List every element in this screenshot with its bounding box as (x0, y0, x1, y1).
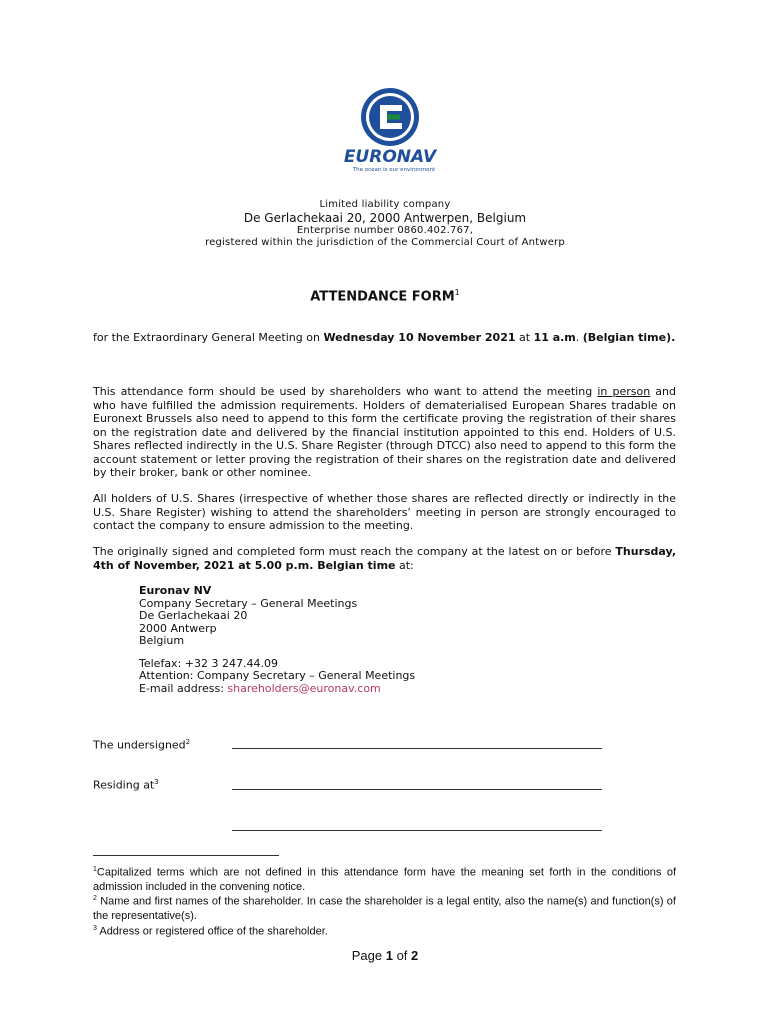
footnote-1 (93, 863, 676, 895)
email-row (139, 683, 415, 696)
p3-text-a: The originally signed and completed form must reach the company at the latest on or before (93, 545, 616, 558)
telefax: Telefax: +32 3 247.44.09 (139, 656, 278, 670)
paragraph-us-holders: All holders of U.S. Shares (irrespective of whether those shares are reflected directly or indirectly in the U.S. Share Register) wishing to attend the shareholders’ meeting in person are strongly encouraged to contact the company to ensure admission to the meeting. (93, 492, 676, 532)
footnote-3-text: Address or registered office of the shareholder. (96, 925, 328, 938)
registration-text: registered within the jurisdiction of the Commercial Court of Antwerp (205, 237, 565, 248)
company-name: Euronav NV (139, 584, 212, 597)
paragraph-deadline (93, 545, 676, 572)
footnote-3-number: 3 (93, 925, 97, 932)
paragraph-attendance (93, 385, 676, 480)
address-line-3: 2000 Antwerp (139, 621, 217, 635)
form-title (0, 288, 770, 304)
p1-text-b: and who have fulfilled the admission requirements. Holders of dematerialised European Shares tradable on Euronext Brussels also need to append to this form the certificate proving the registration of their shares on the registration date and delivered by the financial institution appointed to this end. Holders of U.S. Shares reflected indirectly in the U.S. Share Register (through DTCC) also need to append to this form the account statement or letter proving the registration of their shares on the registration date and delivered by their broker, bank or other nominee. (93, 385, 676, 479)
address-line-1: Company Secretary – General Meetings (139, 596, 358, 610)
address-line-2: De Gerlachekaai 20 (139, 609, 248, 622)
company-address: De Gerlachekaai 20, 2000 Antwerpen, Belgium (243, 211, 527, 225)
undersigned-text: The undersigned (93, 738, 186, 752)
residing-text: Residing at (93, 778, 155, 792)
page-number (0, 948, 770, 963)
page-of: of (392, 948, 412, 963)
page-current: 1 (385, 948, 393, 963)
meeting-date: Wednesday 10 November 2021 (323, 331, 516, 344)
footnote-2 (93, 892, 676, 924)
footnote-3 (93, 922, 676, 939)
attention: Attention: Company Secretary – General Meetings (139, 669, 416, 682)
footnote-1-number: 1 (93, 866, 97, 873)
p1-in-person: in person (597, 385, 651, 398)
intro-dot: . (575, 331, 583, 344)
footnote-2-text: Name and first names of the shareholder. In case the shareholder is a legal entity, also the name(s) and function(s) of the representative(s). (93, 895, 676, 923)
form-title-text: ATTENDANCE FORM (310, 289, 455, 305)
footnote-1-text: Capitalized terms which are not defined in this attendance form have the meaning set forth in the conditions of admission included in the convening notice. (93, 866, 676, 894)
residing-input-line-1[interactable] (232, 789, 602, 790)
company-type: Limited liability company (319, 199, 451, 210)
euronav-emblem-icon (340, 86, 440, 176)
euronav-logo (340, 86, 440, 176)
p3-text-c: at: (395, 558, 414, 572)
meeting-timezone: (Belgian time). (582, 331, 676, 344)
meeting-time: 11 a.m (533, 331, 576, 344)
residing-label (93, 778, 159, 792)
email-label: E-mail address: (139, 681, 228, 695)
footnote-ref-2: 2 (185, 738, 191, 746)
p1-text-a: This attendance form should be used by shareholders who want to attend the meeting (93, 385, 598, 398)
undersigned-label (93, 738, 190, 752)
enterprise-number: Enterprise number 0860.402.767, (296, 225, 474, 236)
brand-tagline: The ocean is our environment (352, 167, 436, 173)
residing-input-line-2[interactable] (232, 830, 602, 831)
footnote-ref-3: 3 (154, 778, 159, 786)
address-block (139, 585, 415, 695)
meeting-intro (93, 331, 676, 345)
footnote-divider (93, 855, 279, 856)
page-total: 2 (411, 948, 419, 963)
address-line-4: Belgium (139, 634, 185, 647)
email-link[interactable]: shareholders@euronav.com (227, 681, 381, 695)
deadline-date: Thursday, 4th of November, 2021 at 5.00 p.m. Belgian time (93, 545, 676, 572)
intro-at: at (515, 331, 534, 344)
page-prefix: Page (351, 948, 386, 963)
footnote-ref-1: 1 (454, 288, 460, 297)
brand-name: EURONAV (343, 147, 437, 167)
intro-text: for the Extraordinary General Meeting on (93, 331, 324, 344)
undersigned-input-line[interactable] (232, 748, 602, 749)
footnote-2-number: 2 (93, 895, 97, 902)
